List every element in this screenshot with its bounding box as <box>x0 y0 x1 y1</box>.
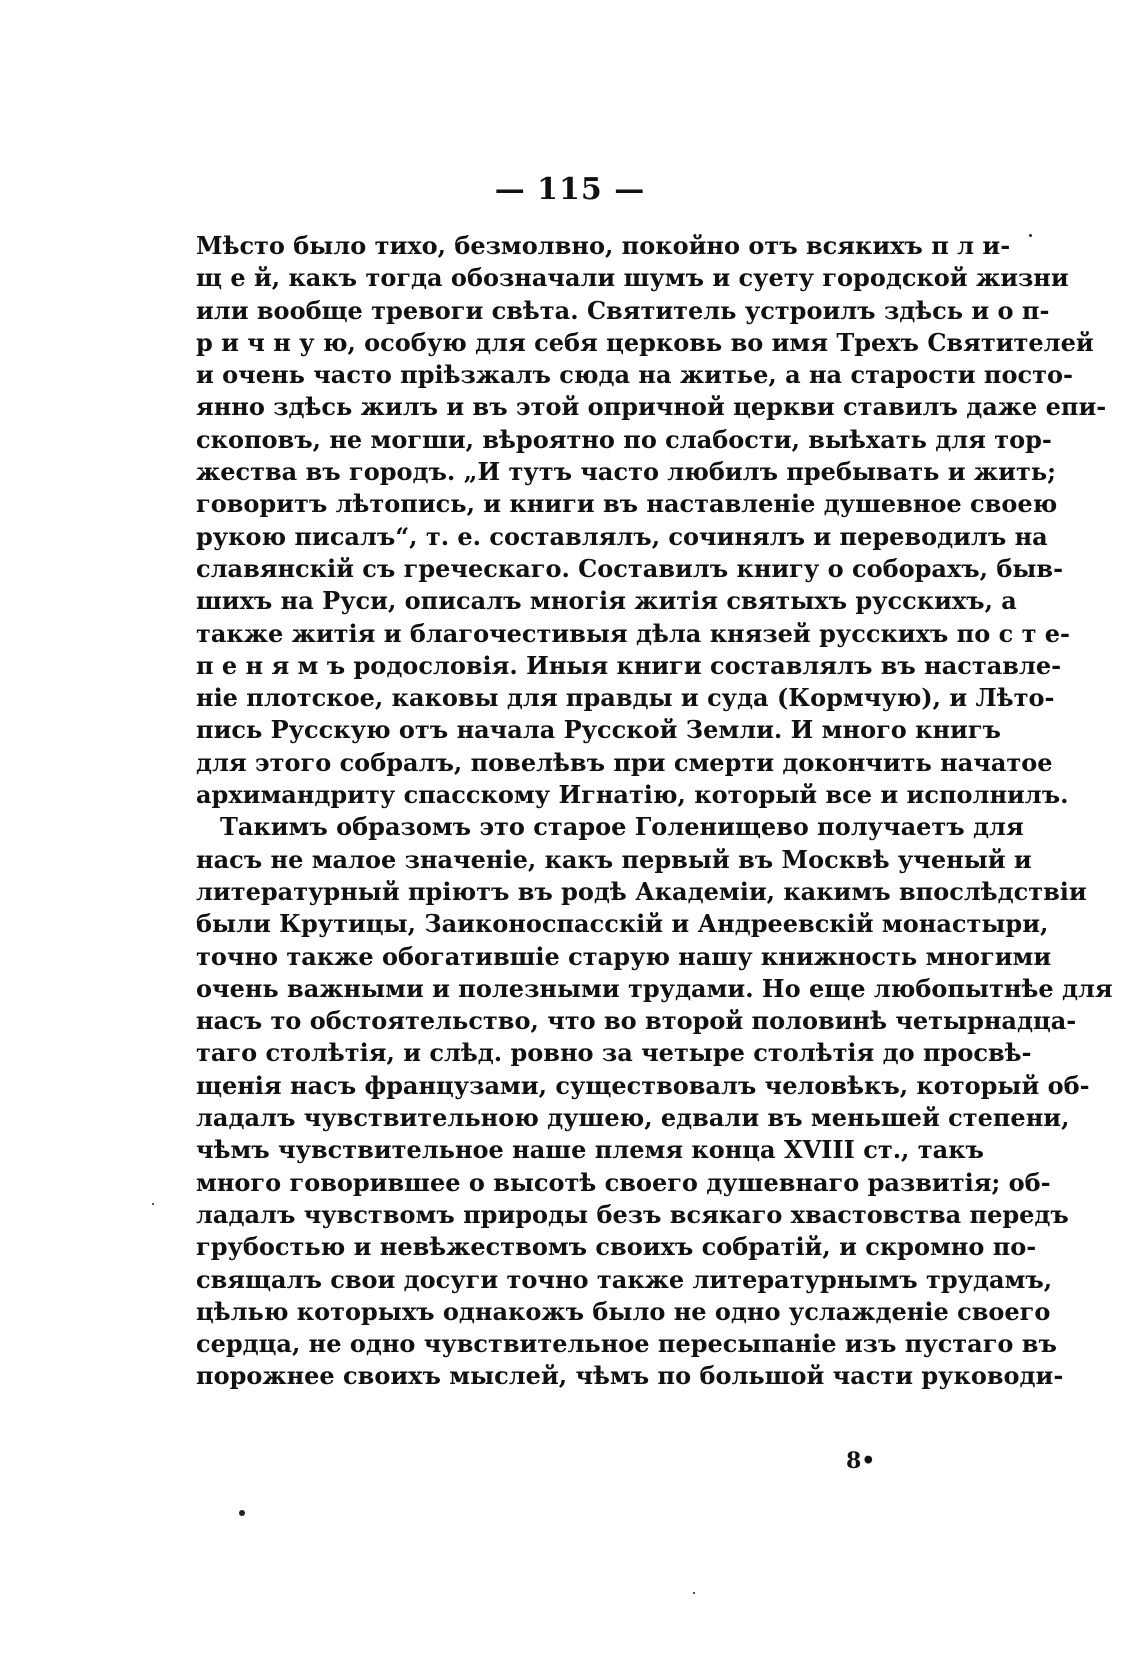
text-line: литературный пріютъ въ родѣ Академіи, какимъ впослѣдствіи <box>196 876 1087 906</box>
text-line: архимандриту спасскому Игнатію, который все и исполнилъ. <box>196 780 1069 810</box>
page-number: — 115 — <box>494 172 646 207</box>
text-line: Такимъ образомъ это старое Голенищево получаетъ для <box>220 812 1024 842</box>
text-line: и очень часто пріѣзжалъ сюда на житье, а на старости посто- <box>196 360 1073 390</box>
text-line: много говорившее о высотѣ своего душевнаго развитія; об- <box>196 1167 1051 1197</box>
text-line: жества въ городъ. „И тутъ часто любилъ пребывать и жить; <box>196 457 1056 487</box>
text-line: чѣмъ чувствительное наше племя конца XVIII ст., такъ <box>196 1135 984 1165</box>
text-line: насъ то обстоятельство, что во второй половинѣ четырнадца- <box>196 1006 1077 1036</box>
text-line: точно также обогатившіе старую нашу книжность многими <box>196 941 1052 971</box>
text-line: скоповъ, не могши, вѣроятно по слабости, выѣхать для тор- <box>196 424 1052 454</box>
text-line: говоритъ лѣтопись, и книги въ наставленіе душевное своею <box>196 489 1058 519</box>
text-line: пись Русскую отъ начала Русской Земли. И много книгъ <box>196 715 1001 745</box>
text-line: ніе плотское, каковы для правды и суда (Кормчую), и Лѣто- <box>196 683 1055 713</box>
speck-mark <box>239 1510 245 1516</box>
text-line: ладалъ чувствительною душею, едвали въ меньшей степени, <box>196 1103 1070 1133</box>
text-line: ладалъ чувствомъ природы безъ всякаго хвастовства передъ <box>196 1199 1069 1229</box>
speck-mark <box>152 1203 154 1205</box>
text-line: порожнее своихъ мыслей, чѣмъ по большой части руководи- <box>196 1361 1064 1391</box>
text-line: шихъ на Руси, описалъ многія житія святыхъ русскихъ, а <box>196 586 1017 616</box>
signature-mark: 8• <box>846 1448 876 1474</box>
text-line: насъ не малое значеніе, какъ первый въ Москвѣ ученый и <box>196 844 1032 874</box>
text-line: также житія и благочестивыя дѣла князей русскихъ по с т е- <box>196 618 1071 648</box>
text-line: или вообще тревоги свѣта. Святитель устроилъ здѣсь и о п- <box>196 295 1050 325</box>
text-line: Мѣсто было тихо, безмолвно, покойно отъ всякихъ п л и- <box>196 231 1011 260</box>
text-line: р и ч н у ю, особую для себя церковь во имя Трехъ Святителей <box>196 327 1094 357</box>
text-line: сердца, не одно чувствительное пересыпаніе изъ пустаго въ <box>196 1329 1057 1359</box>
speck-mark <box>693 1592 695 1594</box>
text-line: п е н я м ъ родословія. Иныя книги составлялъ въ наставле- <box>196 650 1062 680</box>
text-line: славянскій съ греческаго. Составилъ книгу о соборахъ, быв- <box>196 553 1064 583</box>
text-line: были Крутицы, Заиконоспасскій и Андреевскій монастыри, <box>196 909 1049 939</box>
text-line: грубостью и невѣжествомъ своихъ собратій, и скромно по- <box>196 1232 1037 1262</box>
text-line: щ е й, какъ тогда обозначали шумъ и суету городской жизни <box>196 263 1069 293</box>
text-line: щенія насъ французами, существовалъ человѣкъ, который об- <box>196 1070 1090 1100</box>
text-line: янно здѣсь жилъ и въ этой опричной церкви ставилъ даже епи- <box>196 392 1107 422</box>
text-line: рукою писалъ“, т. е. составлялъ, сочинялъ и переводилъ на <box>196 521 1048 551</box>
text-line: свящалъ свои досуги точно также литературнымъ трудамъ, <box>196 1264 1053 1294</box>
text-line: для этого собралъ, повелѣвъ при смерти докончить начатое <box>196 747 1053 777</box>
text-line: очень важными и полезными трудами. Но еще любопытнѣе для <box>196 973 1113 1003</box>
text-line: таго столѣтія, и слѣд. ровно за четыре столѣтія до просвѣ- <box>196 1038 1032 1068</box>
body-text <box>196 230 1113 1393</box>
text-line: цѣлью которыхъ однакожъ было не одно услажденіе своего <box>196 1296 1051 1326</box>
speck-mark <box>1029 234 1032 237</box>
